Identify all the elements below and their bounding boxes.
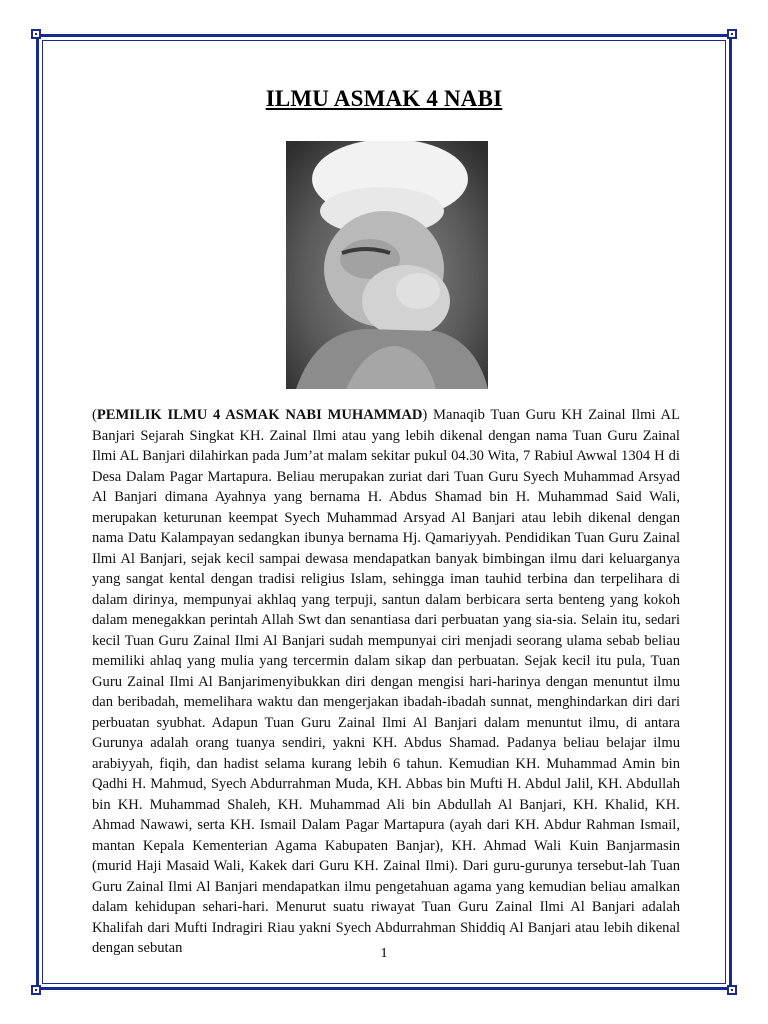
paragraph-lead-bold: PEMILIK ILMU 4 ASMAK NABI MUHAMMAD [96,407,423,423]
document-title: ILMU ASMAK 4 NABI [265,86,503,111]
corner-ornament-top-right [727,29,737,39]
corner-ornament-bottom-right [727,985,737,995]
page-number: 1 [380,946,388,961]
corner-ornament-top-left [31,29,41,39]
body-paragraph: (PEMILIK ILMU 4 ASMAK NABI MUHAMMAD) Manaqib Tuan Guru KH Zainal Ilmi AL Banjari Sejarah Singkat KH. Zainal Ilmi atau yang lebih dikenal dengan nama Tuan Guru Zainal Ilmi AL Banjari dilahirkan pada Jum’at malam sekitar pukul 04.30 Wita, 7 Rabiul Awwal 1304 H di Desa Dalam Pagar Martapura. Beliau merupakan zuriat dari Tuan Guru Syech Muhammad Arsyad Al Banjari dimana Ayahnya yang bernama H. Abdus Shamad bin H. Muhammad Said Wali, merupakan keturunan keempat Syech Muhammad Arsyad Al Banjari atau lebih dikenal dengan nama Datu Kalampayan sedangkan ibunya bernama Hj. Qamariyyah. Pendidikan Tuan Guru Zainal Ilmi Al Banjari, sejak kecil sampai dewasa mendapatkan banyak bimbingan ilmu dari keluarganya yang sangat kental dengan tradisi religius Islam, sehingga iman tauhid terbina dan terpelihara di dalam dirinya, mempunyai akhlaq yang terpuji, santun dalam berbicara serta benteng yang kokoh dalam menegakkan perintah Allah Swt dan senantiasa dari perbuatan yang sia-sia. Selain itu, sedari kecil Tuan Guru Zainal Ilmi Al Banjari sudah mempunyai ciri menjadi seorang ulama sebab beliau memiliki ahlaq yang mulia yang tercermin dalam sikap dan perbuatan. Sejak kecil itu pula, Tuan Guru Zainal Ilmi Al Banjarimenyibukkan diri dengan mengisi hari-harinya dengan menuntut ilmu dan beribadah, memelihara waktu dan mengerjakan ibadah-ibadah sunnat, menghindarkan diri dari perbuatan syubhat. Adapun Tuan Guru Zainal Ilmi Al Banjari dalam menuntut ilmu, di antara Gurunya adalah orang tuanya sendiri, yakni KH. Abdus Shamad. Padanya beliau belajar ilmu arabiyyah, fiqih, dan hadist selama kurang lebih 6 tahun. Kemudian KH. Muhammad Amin bin Qadhi H. Mahmud, Syech Abdurrahman Muda, KH. Abbas bin Mufti H. Abdul Jalil, KH. Abdullah bin KH. Muhammad Shaleh, KH. Muhammad Ali bin Abdullah Al Banjari, KH. Khalid, KH. Ahmad Nawawi, serta KH. Ismail Dalam Pagar Martapura (ayah dari KH. Abdur Rahman Ismail, mantan Kepala Kementerian Agama Kabupaten Banjar), KH. Ahmad Wali Kuin Banjarmasin (murid Haji Masaid Wali, Kakek dari Guru KH. Zainal Ilmi). Dari guru-gurunya tersebut-lah Tuan Guru Zainal Ilmi Al Banjari mendapatkan ilmu pengetahuan agama yang kemudian beliau amalkan dalam kehidupan sehari-hari. Menurut suatu riwayat Tuan Guru Zainal Ilmi Al Banjari adalah Khalifah dari Mufti Indragiri Riau yakni Syech Abdurrahman Shiddiq Al Banjari atau lebih dikenal dengan sebutan [92,407,680,956]
portrait-photo [286,141,488,389]
paragraph-body-text: Manaqib Tuan Guru KH Zainal Ilmi AL Banjari Sejarah Singkat KH. Zainal Ilmi atau yang lebih dikenal dengan nama Tuan Guru Zainal Ilmi AL Banjari dilahirkan pada Jum’at malam sekitar pukul 04.30 Wita, 7 Rabiul Awwal 1304 H di Desa Dalam Pagar Martapura. Beliau merupakan zuriat dari Tuan Guru Syech Muhammad Arsyad Al Banjari dimana Ayahnya yang bernama H. Abdus Shamad bin H. Muhammad Said Wali, merupakan keturunan keempat Syech Muhammad Arsyad Al Banjari atau lebih dikenal dengan nama Datu Kalampayan sedangkan ibunya bernama Hj. Qamariyyah. Pendidikan Tuan Guru Zainal Ilmi Al Banjari, sejak kecil sampai dewasa mendapatkan banyak bimbingan ilmu dari keluarganya yang sangat kental dengan tradisi religius Islam, sehingga iman tauhid terbina dan terpelihara di dalam dirinya, mempunyai akhlaq yang terpuji, santun dalam berbicara serta benteng yang kokoh dalam menegakkan perintah Allah Swt dan senantiasa dari perbuatan yang sia-sia. Selain itu, sedari kecil Tuan Guru Zainal Ilmi Al Banjari sudah mempunyai ciri menjadi seorang ulama sebab beliau memiliki ahlaq yang mulia yang tercermin dalam sikap dan perbuatan. Sejak kecil itu pula, Tuan Guru Zainal Ilmi Al Banjarimenyibukkan diri dengan mengisi hari-harinya dengan menuntut ilmu dan beribadah, memelihara waktu dan mengerjakan ibadah-ibadah sunnat, menghindarkan diri dari perbuatan syubhat. Adapun Tuan Guru Zainal Ilmi Al Banjari dalam menuntut ilmu, di antara Gurunya adalah orang tuanya sendiri, yakni KH. Abdus Shamad. Padanya beliau belajar ilmu arabiyyah, fiqih, dan hadist selama kurang lebih 6 tahun. Kemudian KH. Muhammad Amin bin Qadhi H. Mahmud, Syech Abdurrahman Muda, KH. Abbas bin Mufti H. Abdul Jalil, KH. Abdullah bin KH. Muhammad Shaleh, KH. Muhammad Ali bin Abdullah Al Banjari, KH. Khalid, KH. Ahmad Nawawi, serta KH. Ismail Dalam Pagar Martapura (ayah dari KH. Abdur Rahman Ismail, mantan Kepala Kementerian Agama Kabupaten Banjar), KH. Ahmad Wali Kuin Banjarmasin (murid Haji Masaid Wali, Kakek dari Guru KH. Zainal Ilmi). Dari guru-gurunya tersebut-lah Tuan Guru Zainal Ilmi Al Banjari mendapatkan ilmu pengetahuan agama yang kemudian beliau amalkan dalam kehidupan sehari-hari. Menurut suatu riwayat Tuan Guru Zainal Ilmi Al Banjari adalah Khalifah dari Mufti Indragiri Riau yakni Syech Abdurrahman Shiddiq Al Banjari atau lebih dikenal dengan sebutan [92,407,680,956]
corner-ornament-bottom-left [31,985,41,995]
